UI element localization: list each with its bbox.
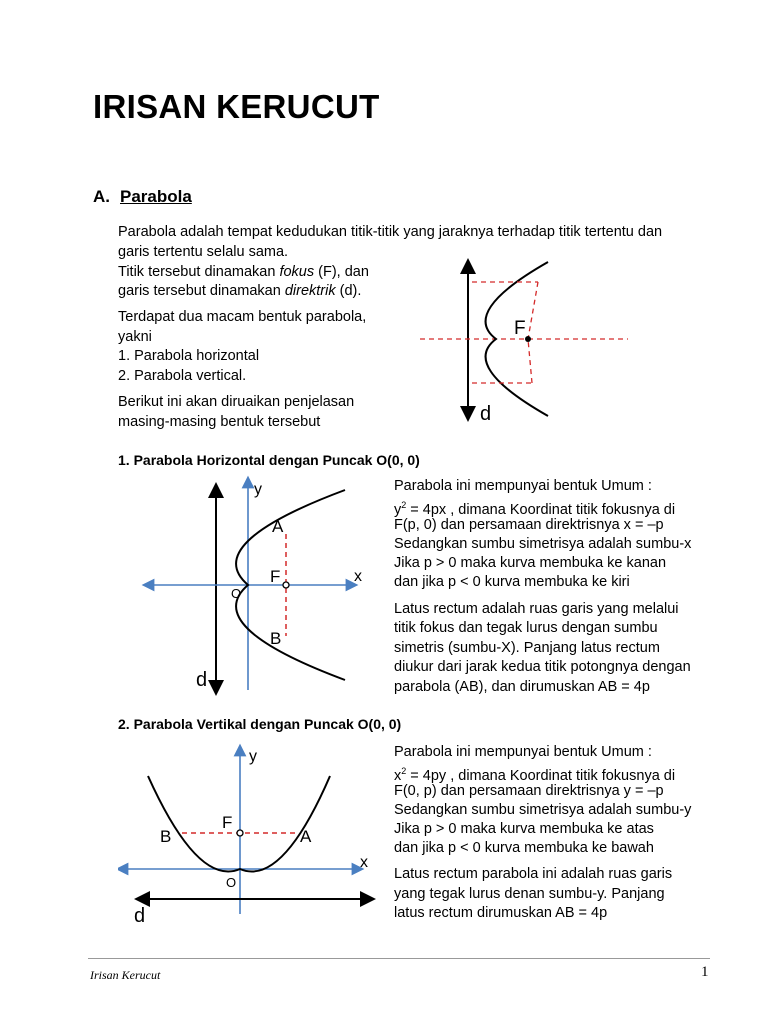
sub2-p2-line-2: yang tegak lurus denan sumbu-y. Panjang: [394, 886, 665, 902]
direktrik-term: direktrik: [284, 283, 336, 299]
focus-label: F: [270, 567, 281, 586]
point-a-label: A: [300, 827, 312, 846]
intro-line-3: Titik tersebut dinamakan fokus (F), dan: [118, 264, 369, 280]
y-axis-label: y: [254, 481, 262, 498]
section-name: Parabola: [120, 187, 192, 206]
sub2-p1-line-4: Sedangkan sumbu simetrisya adalah sumbu-y: [394, 802, 692, 818]
page-number: 1: [701, 964, 709, 980]
sub1-p1-line-3: F(p, 0) dan persamaan direktrisnya x = –p: [394, 517, 664, 533]
sub1-p2-line-3: simetris (sumbu-X). Panjang latus rectum: [394, 640, 660, 656]
type-item-2: 2. Parabola vertical.: [118, 368, 247, 384]
vertical-parabola-figure: [118, 742, 378, 924]
focus-label: F: [514, 318, 526, 339]
sub2-p1-line-6: dan jika p < 0 kurva membuka ke bawah: [394, 840, 654, 856]
sub1-p2-line-1: Latus rectum adalah ruas garis yang melalui: [394, 601, 679, 617]
intro-line-1: Parabola adalah tempat kedudukan titik-titik yang jaraknya terhadap titik tertentu dan: [118, 224, 663, 240]
focus-distance-top: [528, 282, 538, 339]
types-line-1: Terdapat dua macam bentuk parabola,: [118, 309, 367, 325]
origin-label: O: [226, 875, 237, 890]
page-title: IRISAN KERUCUT: [93, 88, 380, 125]
sub1-p2-line-4: diukur dari jarak kedua titik potongnya dengan: [394, 659, 691, 675]
parabola-curve: [148, 776, 330, 872]
focus-point: [283, 582, 289, 588]
focus-distance-bottom: [528, 339, 532, 383]
origin-label: O: [231, 586, 242, 601]
point-b-label: B: [160, 827, 172, 846]
footer-title: Irisan Kerucut: [90, 968, 161, 982]
sub2-p1-line-5: Jika p > 0 maka kurva membuka ke atas: [394, 821, 654, 837]
point-a-label: A: [272, 517, 284, 536]
sub1-p2-line-2: titik fokus dan tegak lurus dengan sumbu: [394, 620, 658, 636]
focus-label: F: [222, 813, 233, 832]
sub1-p1-line-2: $y^2 = 4px$ , dimana Koordinat titik fokusnya di: [394, 500, 676, 518]
fokus-term: fokus: [279, 264, 315, 280]
sub1-p1-line-6: dan jika p < 0 kurva membuka ke kiri: [394, 574, 630, 590]
next-line-2: masing-masing bentuk tersebut: [118, 414, 321, 430]
types-line-2: yakni: [118, 329, 152, 345]
sub2-p2-line-3: latus rectum dirumuskan AB = 4p: [394, 905, 608, 921]
directrix-label: d: [480, 403, 492, 425]
y-axis-label: y: [249, 748, 257, 765]
focus-point: [237, 830, 243, 836]
focus-point: [525, 336, 531, 342]
section-letter: A.: [93, 187, 110, 206]
section-heading: [93, 187, 192, 207]
sub1-p1-line-5: Jika p > 0 maka kurva membuka ke kanan: [394, 555, 667, 571]
sub2-p2-line-1: Latus rectum parabola ini adalah ruas garis: [394, 866, 673, 882]
sub2-p1-line-3: F(0, p) dan persamaan direktrisnya y = –p: [394, 783, 664, 799]
point-b-label: B: [270, 629, 282, 648]
footer-divider: [88, 958, 710, 959]
intro-line-4: garis tersebut dinamakan direktrik (d).: [118, 283, 362, 299]
directrix-label: d: [196, 669, 208, 691]
sub1-p1-line-4: Sedangkan sumbu simetrisya adalah sumbu-x: [394, 536, 692, 552]
directrix-label: d: [134, 905, 146, 924]
subsection-2-heading: 2. Parabola Vertikal dengan Puncak O(0, 0): [118, 716, 402, 732]
intro-line-2: garis tertentu selalu sama.: [118, 244, 289, 260]
sub2-p1-line-1: Parabola ini mempunyai bentuk Umum :: [394, 744, 652, 760]
subsection-1-heading: 1. Parabola Horizontal dengan Puncak O(0, 0): [118, 452, 420, 468]
x-axis-label: x: [354, 568, 362, 585]
next-line-1: Berikut ini akan diruaikan penjelasan: [118, 394, 355, 410]
sub2-p1-line-2: $x^2 = 4py$ , dimana Koordinat titik fokusnya di: [394, 766, 676, 784]
sub1-p2-line-5: parabola (AB), dan dirumuskan AB = 4p: [394, 679, 650, 695]
horizontal-parabola-figure: [140, 474, 380, 696]
parabola-definition-figure: [410, 258, 640, 430]
x-axis-label: x: [360, 854, 368, 871]
type-item-1: 1. Parabola horizontal: [118, 348, 260, 364]
sub1-p1-line-1: Parabola ini mempunyai bentuk Umum :: [394, 478, 652, 494]
